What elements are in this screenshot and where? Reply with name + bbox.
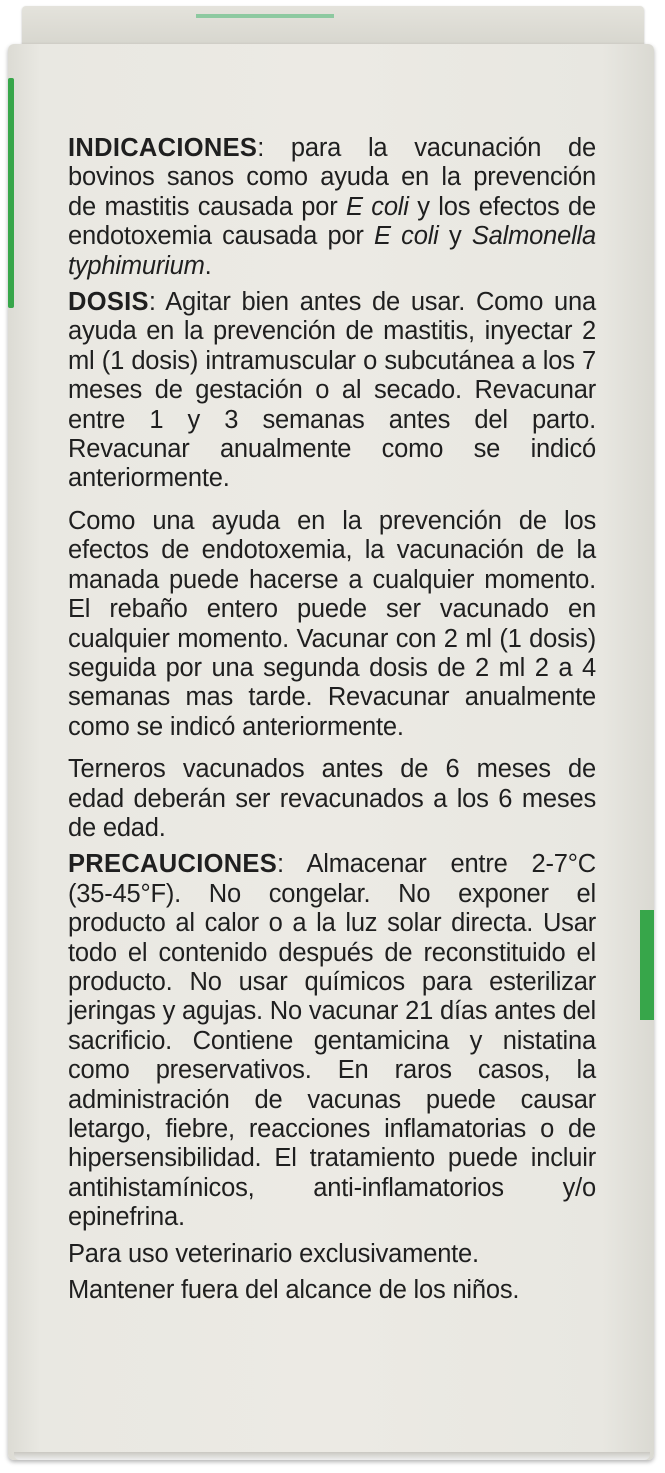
green-edge-stripe-right [640,910,654,1020]
label-text [68,134,596,1318]
panel-bottom-edge [14,1452,650,1460]
keep-away-warning: Mantener fuera del alcance de los niños. [68,1276,520,1305]
indicaciones-text-2: y los efectos de endotoxemia causada por [68,192,597,251]
indicaciones-text-4: . [204,251,212,280]
organism-name: Salmonella typhimurium [68,222,596,280]
organism-name: E coli [374,222,439,251]
precauciones-paragraph [68,850,596,1232]
indicaciones-text-1: : para la vacunación de bovinos sanos como ayuda en la prevención de mastitis causada por [68,134,596,221]
dosis-paragraph [68,288,596,494]
dosis-heading: DOSIS [68,288,149,317]
dosis-paragraph-2: Como una ayuda en la prevención de los efectos de endotoxemia, la vacunación de la manada puede hacerse a cualquier momento. El rebaño entero puede ser vacunado en cualquier momento. Vacunar con 2 ml (1 dosis) seguida por una segunda dosis de 2 ml 2 a 4 semanas mas tarde. Revacunar anualmente como se indicó anteriormente. [68,506,596,741]
green-edge-stripe-left [8,78,14,308]
dosis-text: : Agitar bien antes de usar. Como una ayuda en la prevención de mastitis, inyectar 2 ml (1 dosis) intramuscular o subcutánea a los 7 meses de gestación o al secado. Revacunar entre 1 y 3 semanas antes del parto. Revacunar anualmente como se indicó anteriormente. [68,288,596,493]
dosis-paragraph-3: Terneros vacunados antes de 6 meses de edad deberán ser revacunados a los 6 meses de edad. [68,755,596,842]
veterinary-use-note: Para uso veterinario exclusivamente. [68,1239,479,1268]
precauciones-text: : Almacenar entre 2-7°C (35-45°F). No congelar. No exponer el producto al calor o a la luz solar directa. Usar todo el contenido después de reconstituido el producto. No usar químicos para esterilizar jeringas y agujas. No vacunar 21 días antes del sacrificio. Contiene gentamicina y nistatina como preservativos. En raros casos, la administración de vacunas puede causar letargo, fiebre, reacciones inflamatorias o de hipersensibilidad. El tratamiento puede incluir antihistamínicos, anti-inflamatorios y/o epinefrina. [68,850,596,1232]
organism-name: E coli [345,192,409,221]
indicaciones-heading: INDICACIONES [68,134,258,162]
top-green-stripe [196,14,334,18]
indicaciones-paragraph [68,134,596,281]
indicaciones-text-3: y [438,222,472,251]
precauciones-heading: PRECAUCIONES [68,850,278,879]
